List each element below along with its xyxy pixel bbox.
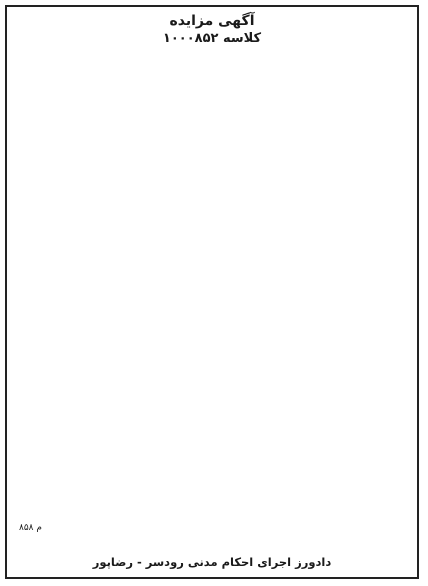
notice-title: آگهی مزایده xyxy=(169,13,255,29)
class-number: کلاسه ۱۰۰۰۸۵۲ xyxy=(162,31,262,46)
reference-number: م ۸۵۸ xyxy=(19,523,42,533)
notice-body xyxy=(17,49,407,519)
signature-line: دادورز اجرای احکام مدنی رودسر - رضاپور xyxy=(92,555,332,569)
notice-frame xyxy=(5,5,419,579)
